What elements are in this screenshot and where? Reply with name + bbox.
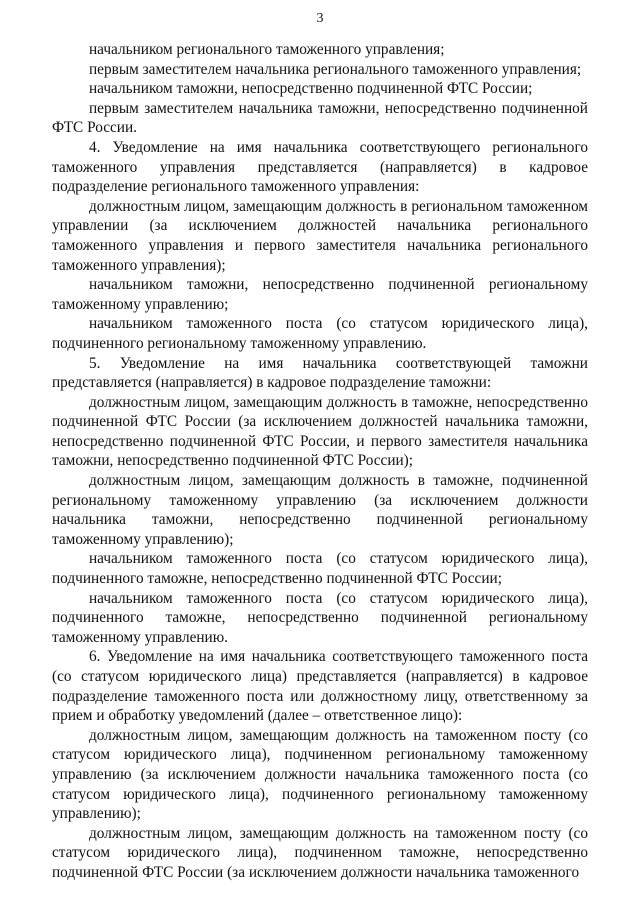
paragraph: начальником регионального таможенного управления;: [89, 41, 445, 58]
paragraph: 6. Уведомление на имя начальника соответствующего таможенного поста (со статусом юридического лица) представляется (направляется) в кадровое подразделение таможенного поста или должностному лицу, ответственному за прием и обработку уведомлений (далее – ответственное лицо):: [52, 648, 588, 725]
paragraph: 5. Уведомление на имя начальника соответствующей таможни представляется (направляется) в кадровое подразделение таможни:: [52, 354, 588, 392]
paragraph: 4. Уведомление на имя начальника соответствующего регионального таможенного управления представляется (направляется) в кадровое подразделение регионального таможенного управления:: [52, 138, 588, 196]
paragraph: первым заместителем начальника таможни, непосредственно подчиненной ФТС России.: [52, 99, 588, 137]
paragraph: должностным лицом, замещающим должность на таможенном посту (со статусом юридического лица), подчиненном региональному таможенному управлению (за исключением должности начальника таможенного поста (со статусом юридического лица), подчиненного региональному таможенному управлению);: [52, 726, 588, 823]
paragraph: начальником таможни, непосредственно подчиненной региональному таможенному управлению;: [52, 276, 588, 313]
paragraph: начальником таможенного поста (со статусом юридического лица), подчиненного таможне, непосредственно подчиненной региональному таможенному управлению.: [52, 589, 588, 646]
document-body: [52, 40, 588, 883]
paragraph: должностным лицом, замещающим должность в таможне, подчиненной региональному таможенному управлению (за исключением должности начальника таможни, непосредственно подчиненной региональному таможенному управлению);: [52, 472, 588, 548]
paragraph: начальником таможенного поста (со статусом юридического лица), подчиненного таможне, непосредственно подчиненной ФТС России;: [52, 550, 588, 588]
paragraph: начальником таможенного поста (со статусом юридического лица), подчиненного региональному таможенному управлению.: [52, 315, 588, 352]
paragraph: должностным лицом, замещающим должность в таможне, непосредственно подчиненной ФТС России (за исключением должностей начальника таможни, непосредственно подчиненной ФТС России, и первого заместителя начальника таможни, непосредственно подчиненной ФТС России);: [52, 393, 588, 470]
page-number: 3: [316, 11, 324, 26]
paragraph: должностным лицом, замещающим должность в региональном таможенном управлении (за исключением должностей начальника регионального таможенного управления и первого заместителя начальника регионального таможенного управления);: [52, 197, 588, 274]
paragraph: должностным лицом, замещающим должность на таможенном посту (со статусом юридического лица), подчиненном таможне, непосредственно подчиненной ФТС России (за исключением должности начальника таможенного: [52, 824, 588, 881]
paragraph: начальником таможни, непосредственно подчиненной ФТС России;: [89, 80, 533, 98]
paragraph: первым заместителем начальника регионального таможенного управления;: [89, 60, 582, 78]
